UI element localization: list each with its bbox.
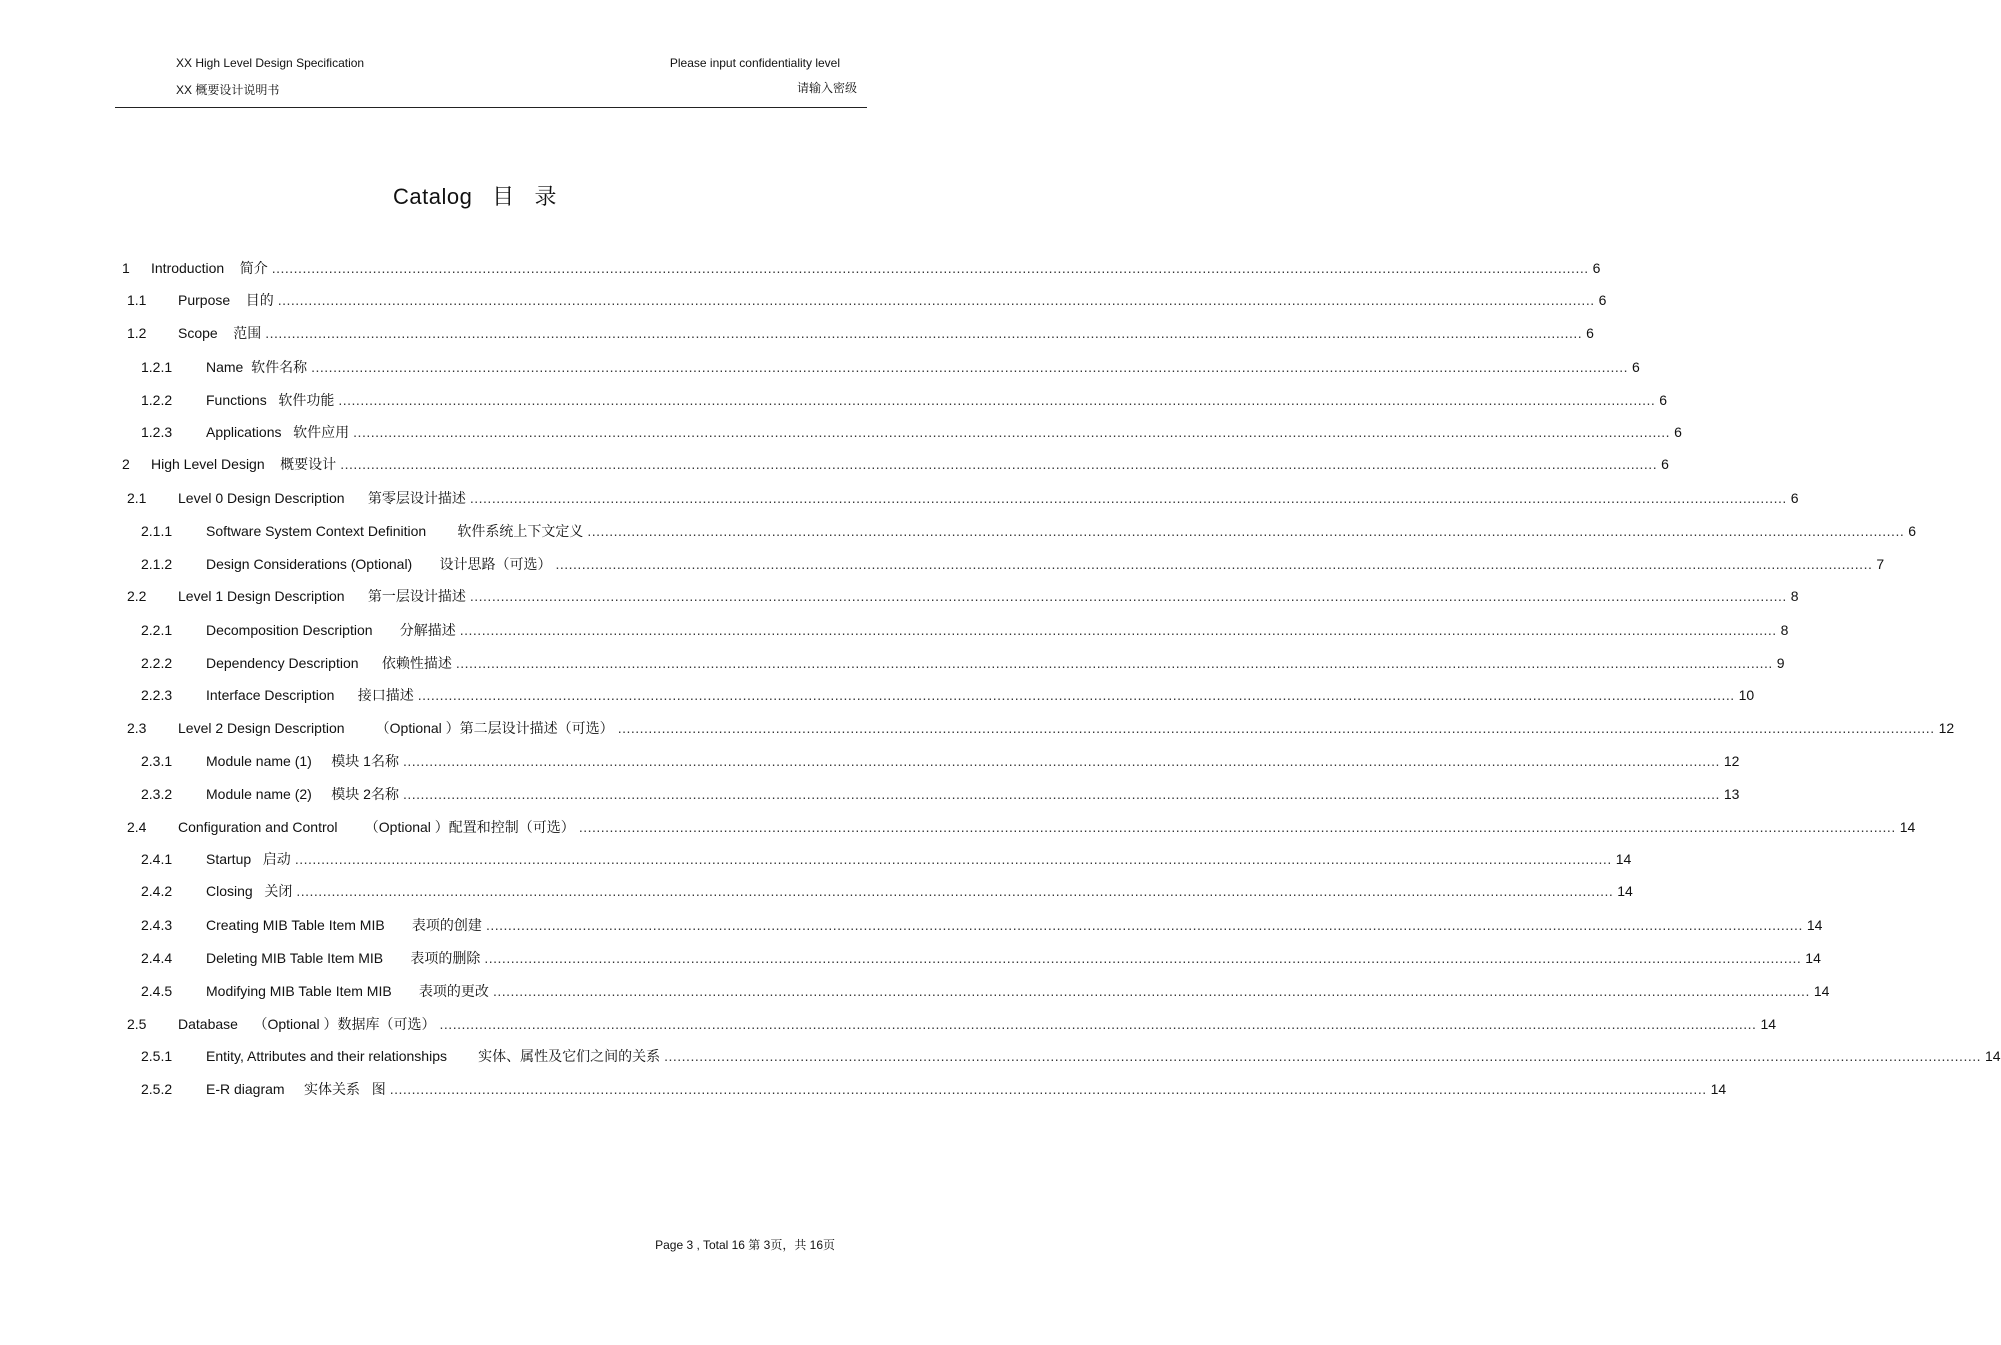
toc-entry-title: Name 软件名称 <box>206 359 308 375</box>
toc-leader-dots: ............................................................................................................................................................................................................................................................................................................ <box>617 720 1935 736</box>
toc-leader-dots: ............................................................................................................................................................................................................................................................................................................ <box>455 655 1773 671</box>
toc-leader-dots: ............................................................................................................................................................................................................................................................................................................ <box>469 490 1787 506</box>
toc-entry-title: Scope 范围 <box>178 325 262 341</box>
toc-leader-dots: ............................................................................................................................................................................................................................................................................................................ <box>587 523 1905 539</box>
toc-entry-title: Creating MIB Table Item MIB 表项的创建 <box>206 917 482 933</box>
toc-entry-title: Database （Optional ）数据库（可选） <box>178 1016 436 1032</box>
toc-entry-title: Design Considerations (Optional) 设计思路（可选） <box>206 556 552 572</box>
toc-entry-title: Software System Context Definition 软件系统上下文定义 <box>206 523 584 539</box>
toc-entry-title: E-R diagram 实体关系 图 <box>206 1081 386 1097</box>
toc-leader-dots: ............................................................................................................................................................................................................................................................................................................ <box>389 1081 1707 1097</box>
toc-entry-title: Level 2 Design Description （Optional ）第二层设计描述（可选） <box>178 720 614 736</box>
toc-entry-number: 2.5.2 <box>141 1081 173 1097</box>
header-title-zh: XX 概要设计说明书 <box>176 83 280 97</box>
toc-entry-number: 1 <box>122 260 130 276</box>
header-divider <box>115 107 867 108</box>
toc-entry-number: 2.4.5 <box>141 983 173 999</box>
toc-leader-dots: ............................................................................................................................................................................................................................................................................................................ <box>340 456 1658 472</box>
toc-entry-number: 1.2 <box>127 325 147 341</box>
toc-entry[interactable] <box>141 1079 1727 1101</box>
toc-entry[interactable] <box>141 357 1640 379</box>
toc-entry-page: 6 <box>1632 359 1640 375</box>
toc-entry[interactable] <box>141 422 1682 444</box>
toc-leader-dots: ............................................................................................................................................................................................................................................................................................................ <box>277 292 1595 308</box>
toc-entry[interactable] <box>127 323 1594 345</box>
toc-leader-dots: ............................................................................................................................................................................................................................................................................................................ <box>555 556 1873 572</box>
toc-entry-page: 8 <box>1780 622 1789 638</box>
toc-entry-page: 13 <box>1723 786 1740 802</box>
toc-entry-title: Startup 启动 <box>206 851 291 867</box>
toc-leader-dots: ............................................................................................................................................................................................................................................................................................................ <box>664 1048 1982 1064</box>
toc-entry-title: Module name (1) 模块 1名称 <box>206 753 399 769</box>
toc-entry-page: 14 <box>1760 1016 1777 1032</box>
catalog-title: Catalog 目 录 <box>392 184 557 209</box>
toc-entry-number: 2.4.2 <box>141 883 173 899</box>
toc-entry-title: Deleting MIB Table Item MIB 表项的删除 <box>206 950 481 966</box>
toc-entry-page: 6 <box>1598 292 1607 308</box>
toc-entry-title: Introduction 简介 <box>151 260 268 276</box>
toc-entry-title: Modifying MIB Table Item MIB 表项的更改 <box>206 983 489 999</box>
toc-entry-page: 12 <box>1723 753 1740 769</box>
toc-entry-title: Functions 软件功能 <box>206 392 335 408</box>
toc-entry-number: 2.4.4 <box>141 950 173 966</box>
toc-entry[interactable] <box>141 390 1668 412</box>
toc-entry[interactable] <box>141 784 1740 806</box>
toc-entry[interactable] <box>127 718 1955 740</box>
toc-entry-number: 2.2.2 <box>141 655 173 671</box>
toc-entry-page: 14 <box>1806 917 1823 933</box>
toc-entry-page: 10 <box>1738 687 1755 703</box>
toc-entry[interactable] <box>141 653 1785 675</box>
toc-entry-title: Applications 软件应用 <box>206 424 350 440</box>
toc-entry-number: 2.1.1 <box>141 523 173 539</box>
toc-entry[interactable] <box>141 751 1740 773</box>
toc-leader-dots: ............................................................................................................................................................................................................................................................................................................ <box>402 753 1720 769</box>
toc-entry-page: 14 <box>1617 883 1633 899</box>
toc-leader-dots: ............................................................................................................................................................................................................................................................................................................ <box>578 819 1896 835</box>
toc-leader-dots: ............................................................................................................................................................................................................................................................................................................ <box>485 917 1803 933</box>
toc-entry-number: 2.5.1 <box>141 1048 173 1064</box>
toc-entry-title: Closing 关闭 <box>206 883 293 899</box>
toc-leader-dots: ............................................................................................................................................................................................................................................................................................................ <box>484 950 1802 966</box>
toc-entry-page: 9 <box>1776 655 1785 671</box>
header-title-en: XX High Level Design Specification <box>176 56 365 70</box>
toc-entry-page: 14 <box>1805 950 1821 966</box>
toc-entry-page: 6 <box>1661 456 1669 472</box>
toc-entry-number: 1.2.1 <box>141 359 173 375</box>
toc-entry-page: 6 <box>1586 325 1594 341</box>
toc-entry[interactable] <box>127 1014 1777 1036</box>
toc-entry-page: 6 <box>1908 523 1917 539</box>
toc-entry-number: 1.2.2 <box>141 392 173 408</box>
toc-entry[interactable] <box>141 685 1755 707</box>
toc-entry-title: Dependency Description 依赖性描述 <box>206 655 452 671</box>
toc-entry-title: Configuration and Control （Optional ）配置和控制（可选） <box>178 819 575 835</box>
toc-entry[interactable] <box>127 290 1607 312</box>
toc-entry-number: 2 <box>122 456 130 472</box>
toc-entry-page: 6 <box>1592 260 1601 276</box>
toc-entry[interactable] <box>141 521 1917 543</box>
toc-entry-title: Entity, Attributes and their relationships 实体、属性及它们之间的关系 <box>206 1048 661 1064</box>
toc-entry-number: 2.1 <box>127 490 147 506</box>
toc-entry-number: 2.3.2 <box>141 786 173 802</box>
toc-entry-number: 1.1 <box>127 292 147 308</box>
toc-leader-dots: ............................................................................................................................................................................................................................................................................................................ <box>469 588 1787 604</box>
toc-leader-dots: ............................................................................................................................................................................................................................................................................................................ <box>338 392 1656 408</box>
toc-leader-dots: ............................................................................................................................................................................................................................................................................................................ <box>294 851 1612 867</box>
toc-leader-dots: ............................................................................................................................................................................................................................................................................................................ <box>439 1016 1757 1032</box>
toc-entry-title: Level 1 Design Description 第一层设计描述 <box>178 588 466 604</box>
toc-entry-title: Decomposition Description 分解描述 <box>206 622 456 638</box>
toc-entry-number: 2.2.1 <box>141 622 173 638</box>
toc-leader-dots: ............................................................................................................................................................................................................................................................................................................ <box>417 687 1735 703</box>
toc-entry[interactable] <box>141 881 1633 903</box>
toc-entry-page: 12 <box>1938 720 1955 736</box>
toc-entry[interactable] <box>141 849 1632 871</box>
toc-entry[interactable] <box>141 554 1885 576</box>
toc-entry-page: 14 <box>1985 1048 2001 1064</box>
toc-entry-title: Interface Description 接口描述 <box>206 687 414 703</box>
toc-entry-number: 2.2 <box>127 588 147 604</box>
toc-entry[interactable] <box>141 620 1789 642</box>
toc-entry-number: 2.3 <box>127 720 147 736</box>
toc-entry-number: 2.4.3 <box>141 917 173 933</box>
toc-leader-dots: ............................................................................................................................................................................................................................................................................................................ <box>353 424 1671 440</box>
toc-entry-number: 2.5 <box>127 1016 147 1032</box>
toc-entry-number: 2.3.1 <box>141 753 173 769</box>
toc-entry[interactable] <box>141 1046 2001 1068</box>
header-confidentiality-zh: 请输入密级 <box>796 81 857 95</box>
toc-leader-dots: ............................................................................................................................................................................................................................................................................................................ <box>492 983 1810 999</box>
toc-entry-title: Module name (2) 模块 2名称 <box>206 786 399 802</box>
toc-entry-page: 14 <box>1899 819 1916 835</box>
toc-entry[interactable] <box>122 258 1601 280</box>
toc-entry-number: 2.1.2 <box>141 556 173 572</box>
toc-entry[interactable] <box>122 454 1669 476</box>
toc-entry[interactable] <box>127 488 1799 510</box>
toc-entry-page: 14 <box>1615 851 1632 867</box>
toc-entry-number: 1.2.3 <box>141 424 173 440</box>
toc-entry-number: 2.2.3 <box>141 687 173 703</box>
toc-entry-number: 2.4 <box>127 819 147 835</box>
toc-leader-dots: ............................................................................................................................................................................................................................................................................................................ <box>311 359 1629 375</box>
toc-entry-page: 8 <box>1790 588 1799 604</box>
toc-entry[interactable] <box>141 915 1823 937</box>
toc-entry-page: 6 <box>1790 490 1799 506</box>
toc-entry[interactable] <box>127 817 1916 839</box>
toc-entry-page: 7 <box>1876 556 1885 572</box>
toc-entry[interactable] <box>141 948 1821 970</box>
toc-entry-title: Purpose 目的 <box>178 292 274 308</box>
toc-entry-title: Level 0 Design Description 第零层设计描述 <box>178 490 466 506</box>
page-footer: Page 3 , Total 16 第 3页，共 16页 <box>655 1238 835 1252</box>
header-confidentiality-en: Please input confidentiality level <box>669 56 840 70</box>
toc-entry-page: 6 <box>1674 424 1682 440</box>
toc-leader-dots: ............................................................................................................................................................................................................................................................................................................ <box>265 325 1583 341</box>
toc-leader-dots: ............................................................................................................................................................................................................................................................................................................ <box>459 622 1777 638</box>
toc-leader-dots: ............................................................................................................................................................................................................................................................................................................ <box>296 883 1614 899</box>
toc-entry-title: High Level Design 概要设计 <box>151 456 337 472</box>
toc-entry-page: 14 <box>1710 1081 1727 1097</box>
toc-leader-dots: ............................................................................................................................................................................................................................................................................................................ <box>271 260 1589 276</box>
toc-leader-dots: ............................................................................................................................................................................................................................................................................................................ <box>402 786 1720 802</box>
toc-entry-number: 2.4.1 <box>141 851 173 867</box>
toc-entry-page: 14 <box>1813 983 1830 999</box>
toc-entry[interactable] <box>127 586 1799 608</box>
toc-entry[interactable] <box>141 981 1830 1003</box>
toc-entry-page: 6 <box>1659 392 1668 408</box>
